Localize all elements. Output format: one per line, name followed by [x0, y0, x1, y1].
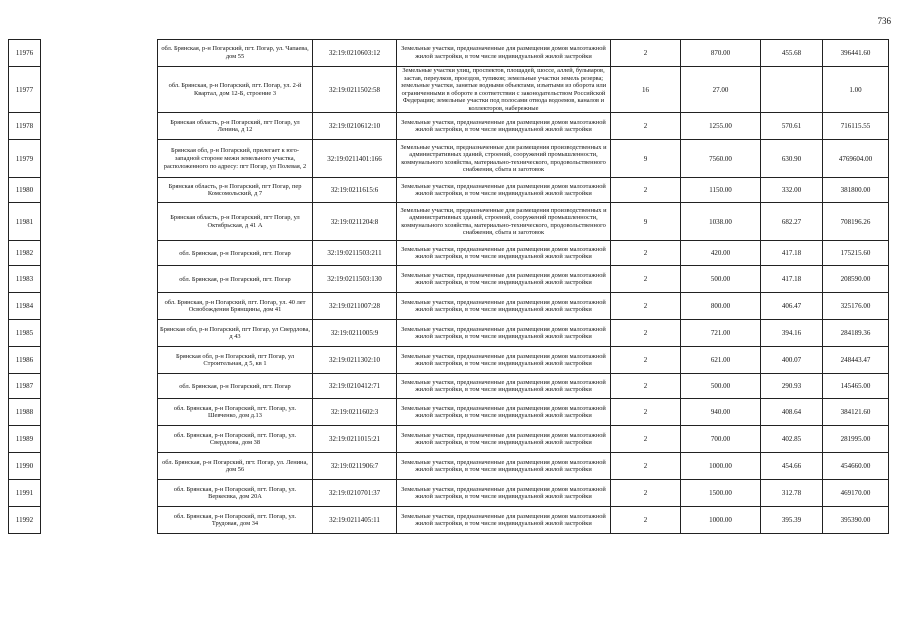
area-cell: 800.00	[681, 293, 761, 320]
spacer-cell	[41, 507, 158, 534]
land-use-cell: Земельные участки улиц, проспектов, площадей, шоссе, аллей, бульваров, застав, переулков, проездов, тупиков; земельные участки земель резерва; земельные участки, занятые водными объектами, изъятыми из оборота или ограниченными в обороте в соответствии с законодательством Российской Федерации; земельные участки под полосами отвода водоемов, каналов и коллекторов, набережные	[397, 67, 611, 113]
spacer-cell	[41, 241, 158, 266]
spacer-cell	[41, 453, 158, 480]
row-number-cell: 11980	[9, 178, 41, 203]
table-row	[9, 399, 889, 426]
cadastral-number-cell: 32:19:0211405:11	[313, 507, 397, 534]
page-number: 736	[877, 16, 891, 26]
category-cell: 9	[611, 203, 681, 241]
land-use-cell: Земельные участки, предназначенные для размещения домов малоэтажной жилой застройки, в том числе индивидуальной жилой застройки	[397, 113, 611, 140]
land-use-cell: Земельные участки, предназначенные для размещения домов малоэтажной жилой застройки, в том числе индивидуальной жилой застройки	[397, 426, 611, 453]
land-use-cell: Земельные участки, предназначенные для размещения домов малоэтажной жилой застройки, в том числе индивидуальной жилой застройки	[397, 480, 611, 507]
table-row	[9, 113, 889, 140]
specific-value-cell: 454.66	[761, 453, 823, 480]
table-row	[9, 374, 889, 399]
specific-value-cell: 395.39	[761, 507, 823, 534]
category-cell: 2	[611, 507, 681, 534]
row-number-cell: 11978	[9, 113, 41, 140]
row-number-cell: 11982	[9, 241, 41, 266]
spacer-cell	[41, 178, 158, 203]
area-cell: 721.00	[681, 320, 761, 347]
area-cell: 870.00	[681, 40, 761, 67]
table-row	[9, 293, 889, 320]
land-use-cell: Земельные участки, предназначенные для размещения домов малоэтажной жилой застройки, в том числе индивидуальной жилой застройки	[397, 241, 611, 266]
land-use-cell: Земельные участки, предназначенные для размещения домов малоэтажной жилой застройки, в том числе индивидуальной жилой застройки	[397, 399, 611, 426]
specific-value-cell: 570.61	[761, 113, 823, 140]
land-use-cell: Земельные участки, предназначенные для размещения домов малоэтажной жилой застройки, в том числе индивидуальной жилой застройки	[397, 40, 611, 67]
specific-value-cell: 417.18	[761, 266, 823, 293]
spacer-cell	[41, 113, 158, 140]
address-cell: обл. Брянская, р-н Погарский, пгт. Погар	[158, 374, 313, 399]
cadastral-number-cell: 32:19:0211204:8	[313, 203, 397, 241]
area-cell: 940.00	[681, 399, 761, 426]
spacer-cell	[41, 140, 158, 178]
cadastral-value-cell: 208590.00	[823, 266, 889, 293]
row-number-cell: 11979	[9, 140, 41, 178]
address-cell: Брянская обл, р-н Погарский, пгт Погар, ул Строительная, д 5, кв 1	[158, 347, 313, 374]
area-cell: 500.00	[681, 266, 761, 293]
specific-value-cell: 312.78	[761, 480, 823, 507]
table-row	[9, 140, 889, 178]
specific-value-cell: 332.00	[761, 178, 823, 203]
row-number-cell: 11992	[9, 507, 41, 534]
cadastral-value-cell: 395390.00	[823, 507, 889, 534]
category-cell: 2	[611, 241, 681, 266]
spacer-cell	[41, 426, 158, 453]
category-cell: 2	[611, 399, 681, 426]
category-cell: 2	[611, 266, 681, 293]
row-number-cell: 11981	[9, 203, 41, 241]
cadastral-value-cell: 454660.00	[823, 453, 889, 480]
area-cell: 1038.00	[681, 203, 761, 241]
spacer-cell	[41, 399, 158, 426]
spacer-cell	[41, 40, 158, 67]
specific-value-cell: 402.85	[761, 426, 823, 453]
category-cell: 2	[611, 113, 681, 140]
table-body	[9, 40, 889, 534]
address-cell: обл. Брянская, р-н Погарский, пгт. Погар	[158, 266, 313, 293]
land-use-cell: Земельные участки, предназначенные для размещения домов малоэтажной жилой застройки, в том числе индивидуальной жилой застройки	[397, 320, 611, 347]
address-cell: обл. Брянская, р-н Погарский, пгт. Погар, ул. Веркеєвка, дом 20А	[158, 480, 313, 507]
address-cell: обл. Брянская, р-н Погарский, пгт. Погар, ул. Шевченко, дом д.13	[158, 399, 313, 426]
land-use-cell: Земельные участки, предназначенные для размещения домов малоэтажной жилой застройки, в том числе индивидуальной жилой застройки	[397, 453, 611, 480]
category-cell: 16	[611, 67, 681, 113]
address-cell: обл. Брянская, р-н Погарский, пгт. Погар, ул. Свердлова, дом 38	[158, 426, 313, 453]
row-number-cell: 11985	[9, 320, 41, 347]
cadastral-number-cell: 32:19:0210701:37	[313, 480, 397, 507]
row-number-cell: 11990	[9, 453, 41, 480]
cadastral-number-cell: 32:19:0211015:21	[313, 426, 397, 453]
category-cell: 2	[611, 40, 681, 67]
cadastral-value-cell: 381800.00	[823, 178, 889, 203]
row-number-cell: 11988	[9, 399, 41, 426]
spacer-cell	[41, 293, 158, 320]
address-cell: обл. Брянская, р-н Погарский, пгт. Погар, ул. 2-й Квартал, дом 12-Б, строение 3	[158, 67, 313, 113]
cadastral-number-cell: 32:19:0211005:9	[313, 320, 397, 347]
table-row	[9, 507, 889, 534]
land-use-cell: Земельные участки, предназначенные для размещения производственных и административных зданий, строений, сооружений промышленности, коммунального хозяйства, материально-технического, продовольственного снабжения, сбыта и заготовок	[397, 140, 611, 178]
address-cell: Брянская область, р-н Погарский, пгт Погар, пер Комсомольский, д 7	[158, 178, 313, 203]
row-number-cell: 11983	[9, 266, 41, 293]
address-cell: Брянская область, р-н Погарский, пгт Погар, ул Ленина, д 12	[158, 113, 313, 140]
table-row	[9, 480, 889, 507]
cadastral-number-cell: 32:19:0210612:10	[313, 113, 397, 140]
cadastral-value-cell: 708196.26	[823, 203, 889, 241]
category-cell: 2	[611, 374, 681, 399]
table-row	[9, 320, 889, 347]
cadastral-value-cell: 396441.60	[823, 40, 889, 67]
specific-value-cell: 406.47	[761, 293, 823, 320]
row-number-cell: 11976	[9, 40, 41, 67]
category-cell: 2	[611, 480, 681, 507]
cadastral-number-cell: 32:19:0210412:71	[313, 374, 397, 399]
spacer-cell	[41, 67, 158, 113]
cadastral-value-cell: 248443.47	[823, 347, 889, 374]
address-cell: Брянская обл, р-н Погарский, прилегает к юго-западной стороне межи земельного участка, расположенного по адресу: пгт Погар, ул Полевая, 2	[158, 140, 313, 178]
address-cell: обл. Брянская, р-н Погарский, пгт. Погар	[158, 241, 313, 266]
category-cell: 2	[611, 347, 681, 374]
area-cell: 1150.00	[681, 178, 761, 203]
cadastral-value-cell: 716115.55	[823, 113, 889, 140]
spacer-cell	[41, 203, 158, 241]
land-cadastral-table	[8, 39, 889, 534]
table-row	[9, 266, 889, 293]
cadastral-value-cell: 4769604.00	[823, 140, 889, 178]
table-row	[9, 67, 889, 113]
category-cell: 9	[611, 140, 681, 178]
specific-value-cell: 408.64	[761, 399, 823, 426]
cadastral-number-cell: 32:19:0211302:10	[313, 347, 397, 374]
area-cell: 1000.00	[681, 453, 761, 480]
cadastral-value-cell: 281995.00	[823, 426, 889, 453]
specific-value-cell	[761, 67, 823, 113]
category-cell: 2	[611, 178, 681, 203]
table-row	[9, 453, 889, 480]
cadastral-number-cell: 32:19:0211615:6	[313, 178, 397, 203]
land-use-cell: Земельные участки, предназначенные для размещения домов малоэтажной жилой застройки, в том числе индивидуальной жилой застройки	[397, 507, 611, 534]
table-row	[9, 203, 889, 241]
row-number-cell: 11977	[9, 67, 41, 113]
specific-value-cell: 630.90	[761, 140, 823, 178]
cadastral-number-cell: 32:19:0211503:211	[313, 241, 397, 266]
spacer-cell	[41, 347, 158, 374]
spacer-cell	[41, 266, 158, 293]
land-use-cell: Земельные участки, предназначенные для размещения домов малоэтажной жилой застройки, в том числе индивидуальной жилой застройки	[397, 266, 611, 293]
row-number-cell: 11986	[9, 347, 41, 374]
spacer-cell	[41, 320, 158, 347]
category-cell: 2	[611, 453, 681, 480]
spacer-cell	[41, 374, 158, 399]
spacer-cell	[41, 480, 158, 507]
area-cell: 1255.00	[681, 113, 761, 140]
land-use-cell: Земельные участки, предназначенные для размещения домов малоэтажной жилой застройки, в том числе индивидуальной жилой застройки	[397, 374, 611, 399]
land-use-cell: Земельные участки, предназначенные для размещения домов малоэтажной жилой застройки, в том числе индивидуальной жилой застройки	[397, 293, 611, 320]
category-cell: 2	[611, 320, 681, 347]
area-cell: 1500.00	[681, 480, 761, 507]
address-cell: Брянская обл, р-н Погарский, пгт Погар, ул Свердлова, д 43	[158, 320, 313, 347]
specific-value-cell: 394.16	[761, 320, 823, 347]
land-use-cell: Земельные участки, предназначенные для размещения производственных и административных зданий, строений, сооружений промышленности, коммунального хозяйства, материально-технического, продовольственного снабжения, сбыта и заготовок	[397, 203, 611, 241]
cadastral-value-cell: 469170.00	[823, 480, 889, 507]
cadastral-value-cell: 145465.00	[823, 374, 889, 399]
cadastral-value-cell: 384121.60	[823, 399, 889, 426]
address-cell: обл. Брянская, р-н Погарский, пгт. Погар, ул. 40 лет Освобождения Брянщины, дом 41	[158, 293, 313, 320]
cadastral-value-cell: 175215.60	[823, 241, 889, 266]
area-cell: 420.00	[681, 241, 761, 266]
specific-value-cell: 400.07	[761, 347, 823, 374]
cadastral-number-cell: 32:19:0211007:28	[313, 293, 397, 320]
category-cell: 2	[611, 426, 681, 453]
address-cell: обл. Брянская, р-н Погарский, пгт. Погар, ул. Трудовая, дом 34	[158, 507, 313, 534]
cadastral-number-cell: 32:19:0210603:12	[313, 40, 397, 67]
specific-value-cell: 417.18	[761, 241, 823, 266]
cadastral-number-cell: 32:19:0211906:7	[313, 453, 397, 480]
table-row	[9, 241, 889, 266]
row-number-cell: 11987	[9, 374, 41, 399]
specific-value-cell: 682.27	[761, 203, 823, 241]
area-cell: 621.00	[681, 347, 761, 374]
address-cell: Брянская область, р-н Погарский, пгт Погар, ул Октябрьская, д 41 А	[158, 203, 313, 241]
table-row	[9, 347, 889, 374]
table-row	[9, 178, 889, 203]
area-cell: 1000.00	[681, 507, 761, 534]
table-row	[9, 426, 889, 453]
cadastral-value-cell: 1.00	[823, 67, 889, 113]
row-number-cell: 11989	[9, 426, 41, 453]
specific-value-cell: 455.68	[761, 40, 823, 67]
cadastral-value-cell: 325176.00	[823, 293, 889, 320]
land-use-cell: Земельные участки, предназначенные для размещения домов малоэтажной жилой застройки, в том числе индивидуальной жилой застройки	[397, 347, 611, 374]
row-number-cell: 11991	[9, 480, 41, 507]
land-use-cell: Земельные участки, предназначенные для размещения домов малоэтажной жилой застройки, в том числе индивидуальной жилой застройки	[397, 178, 611, 203]
cadastral-value-cell: 284189.36	[823, 320, 889, 347]
area-cell: 7560.00	[681, 140, 761, 178]
specific-value-cell: 290.93	[761, 374, 823, 399]
area-cell: 27.00	[681, 67, 761, 113]
category-cell: 2	[611, 293, 681, 320]
cadastral-number-cell: 32:19:0211502:58	[313, 67, 397, 113]
area-cell: 700.00	[681, 426, 761, 453]
area-cell: 500.00	[681, 374, 761, 399]
address-cell: обл. Брянская, р-н Погарский, пгт. Погар, ул. Чапаева, дом 55	[158, 40, 313, 67]
row-number-cell: 11984	[9, 293, 41, 320]
cadastral-number-cell: 32:19:0211401:166	[313, 140, 397, 178]
table-row	[9, 40, 889, 67]
cadastral-number-cell: 32:19:0211503:130	[313, 266, 397, 293]
cadastral-number-cell: 32:19:0211602:3	[313, 399, 397, 426]
address-cell: обл. Брянская, р-н Погарский, пгт. Погар, ул. Ленина, дом 56	[158, 453, 313, 480]
